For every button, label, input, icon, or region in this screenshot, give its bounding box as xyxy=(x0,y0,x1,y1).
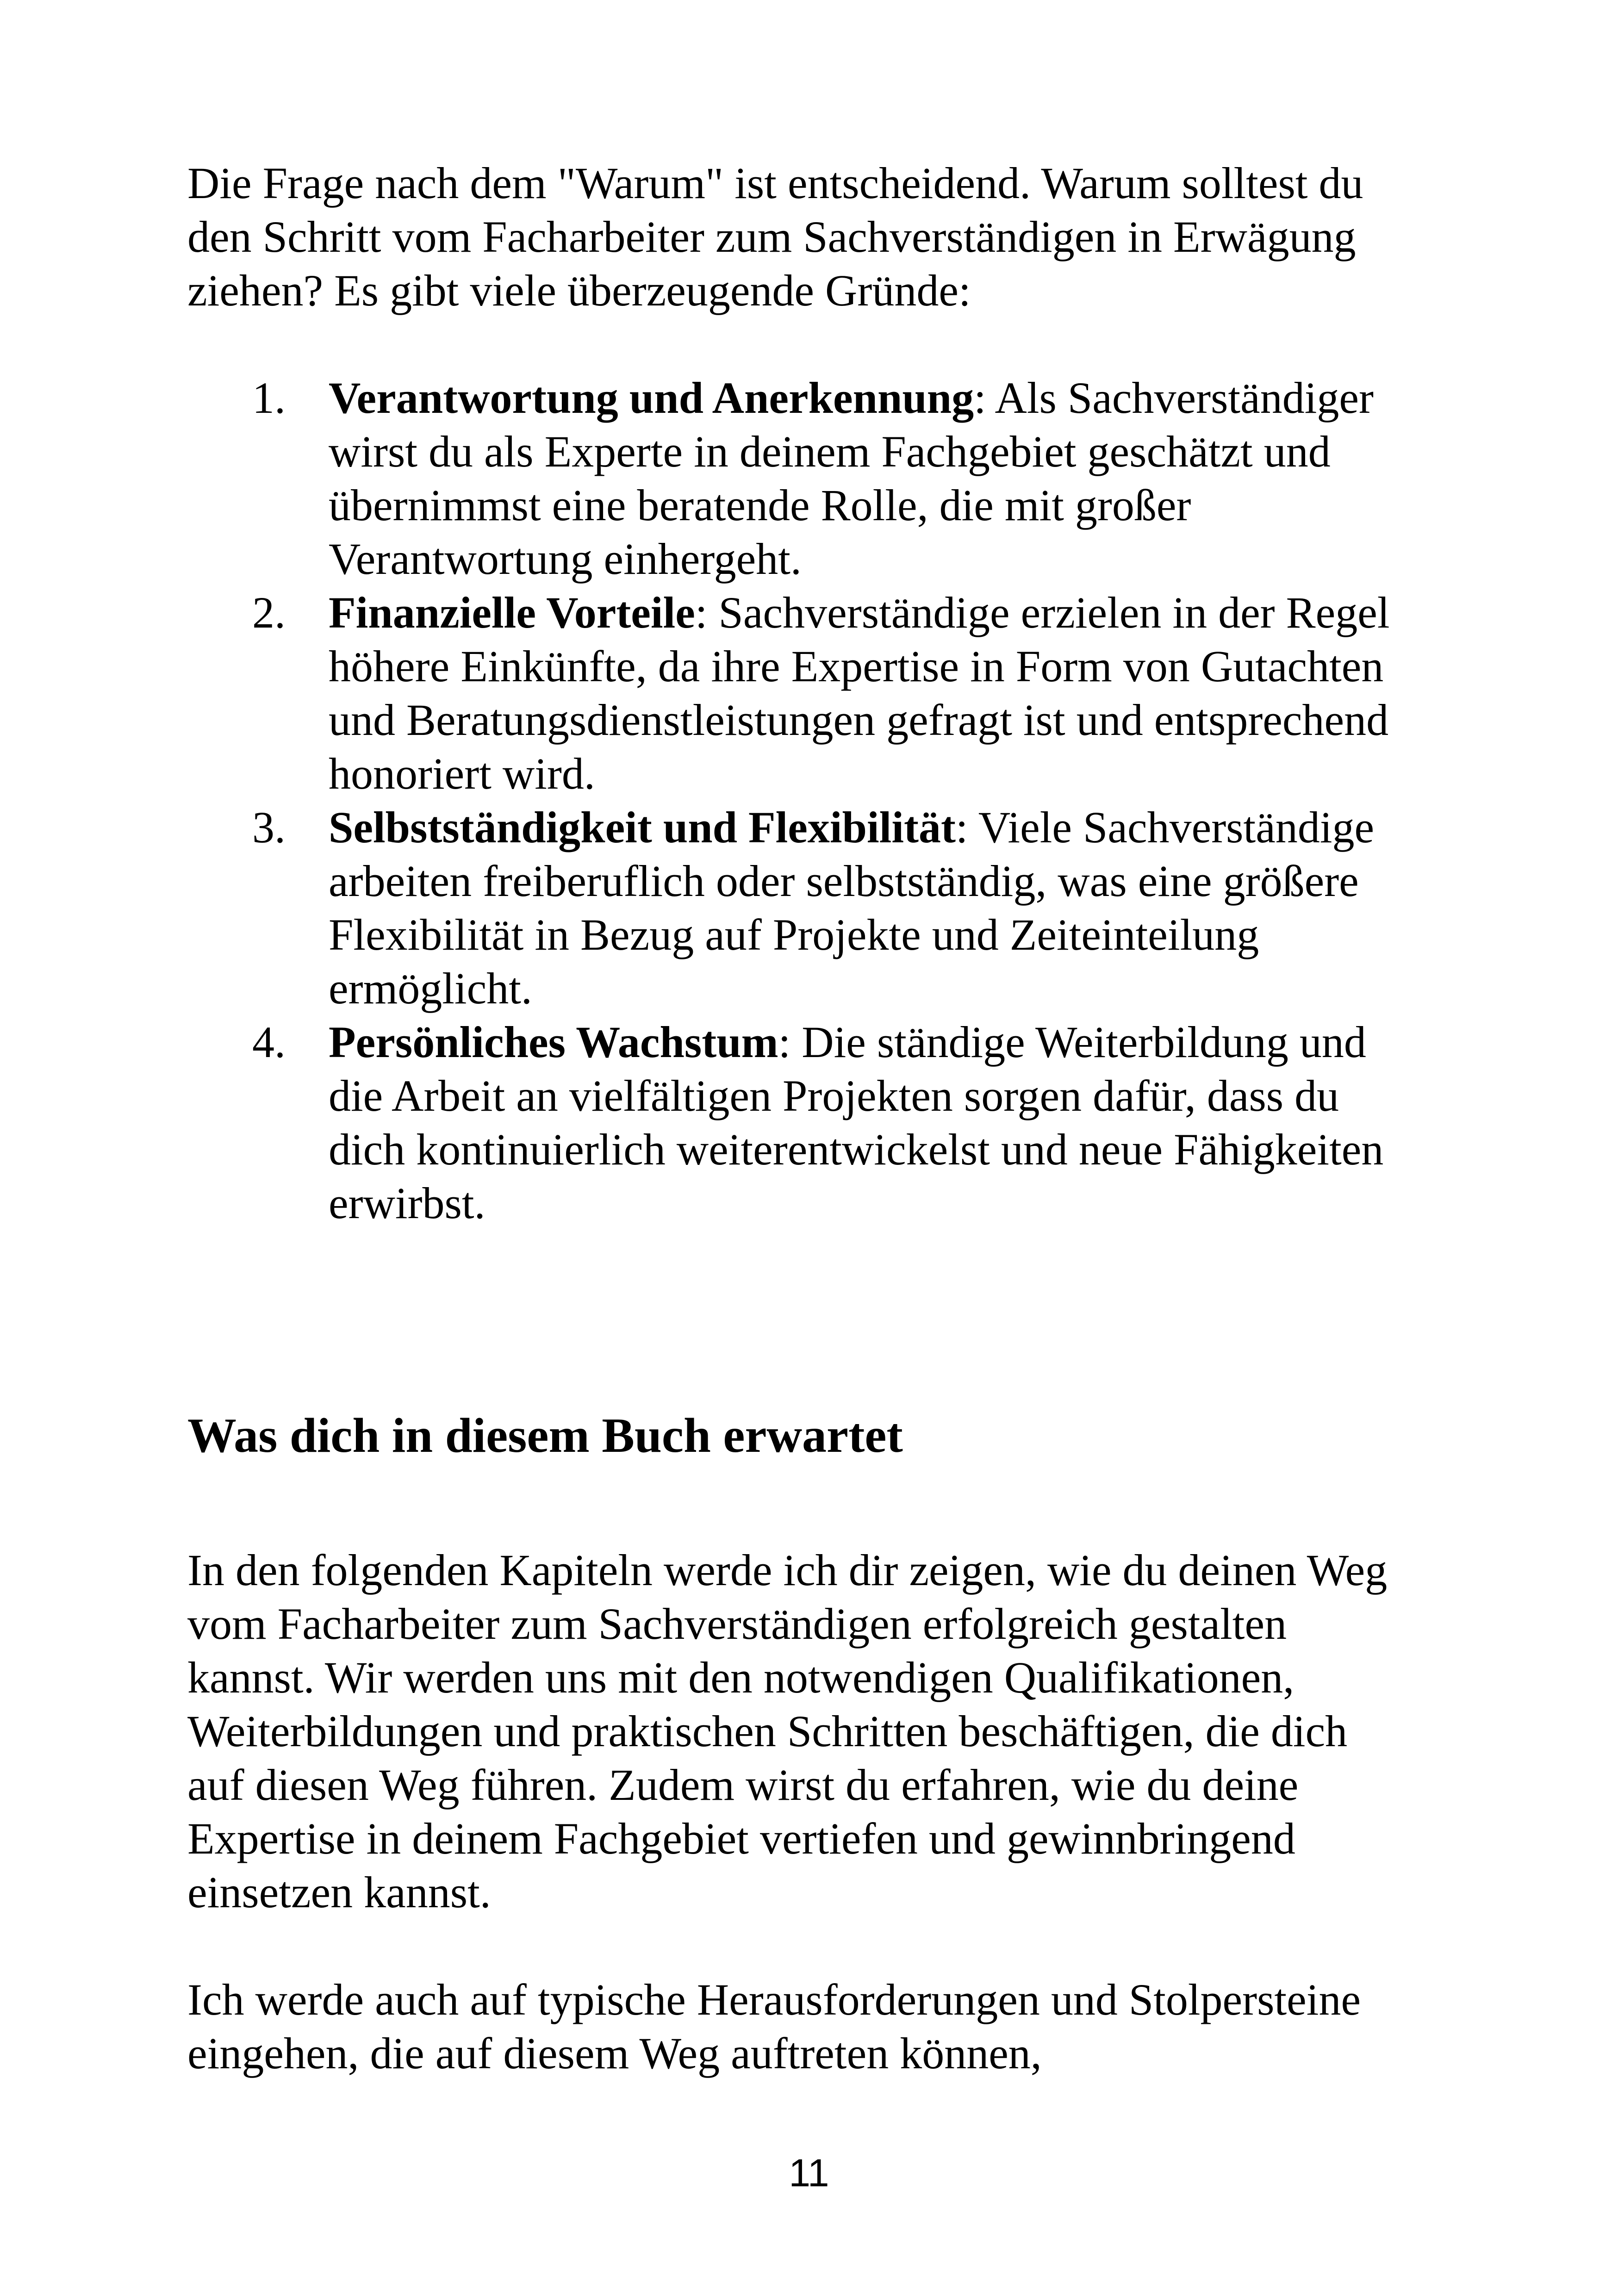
page-content xyxy=(187,156,1409,2080)
body-paragraph: In den folgenden Kapiteln werde ich dir zeigen, wie du deinen Weg vom Facharbeiter zum Sachverständigen erfolgreich gestalten kannst. Wir werden uns mit den notwendigen Qualifikationen, Weiterbildungen und praktischen Schritten beschäftigen, die dich auf diesen Weg führen. Zudem wirst du erfahren, wie du deine Expertise in deinem Fachgebiet vertiefen und gewinnbringend einsetzen kannst. xyxy=(187,1545,1388,1917)
list-item-number: 2. xyxy=(252,588,286,637)
page-number: 11 xyxy=(789,2151,829,2195)
list-item-number: 4. xyxy=(252,1017,286,1067)
list-item xyxy=(187,586,1409,801)
list-item-text: : Als Sachverständiger wirst du als Experte in deinem Fachgebiet geschätzt und übernimmst eine beratende Rolle, die mit großer Verantwortung einhergeht. xyxy=(329,373,1374,584)
list-item-text: : Die ständige Weiterbildung und die Arbeit an vielfältigen Projekten sorgen dafür, dass du dich kontinuierlich weiterentwickelst und neue Fähigkeiten erwirbst. xyxy=(329,1017,1384,1228)
list-item-title: Persönliches Wachstum xyxy=(329,1017,778,1067)
list-item-title: Verantwortung und Anerkennung xyxy=(329,373,974,423)
list-item-title: Finanzielle Vorteile xyxy=(329,588,695,637)
list-item-text: : Sachverständige erzielen in der Regel höhere Einkünfte, da ihre Expertise in Form von Gutachten und Beratungsdienstleistungen gefragt ist und entsprechend honoriert wird. xyxy=(329,588,1390,798)
list-item-number: 3. xyxy=(252,803,286,852)
intro-paragraph: Die Frage nach dem "Warum" ist entscheidend. Warum solltest du den Schritt vom Facharbeiter zum Sachverständigen in Erwägung ziehen? Es gibt viele überzeugende Gründe: xyxy=(187,158,1363,315)
list-item-text: : Viele Sachverständige arbeiten freiberuflich oder selbstständig, was eine größere Flexibilität in Bezug auf Projekte und Zeiteinteilung ermöglicht. xyxy=(329,803,1375,1013)
body-paragraph: Ich werde auch auf typische Herausforderungen und Stolpersteine eingehen, die auf diesem Weg auftreten können, xyxy=(187,1975,1361,2078)
list-item xyxy=(187,1015,1409,1230)
list-item xyxy=(187,801,1409,1015)
list-item-number: 1. xyxy=(252,373,286,423)
list-item-title: Selbstständigkeit und Flexibilität xyxy=(329,803,956,852)
reasons-list xyxy=(187,371,1409,1230)
section-heading: Was dich in diesem Buch erwartet xyxy=(187,1408,903,1462)
list-item xyxy=(187,371,1409,586)
